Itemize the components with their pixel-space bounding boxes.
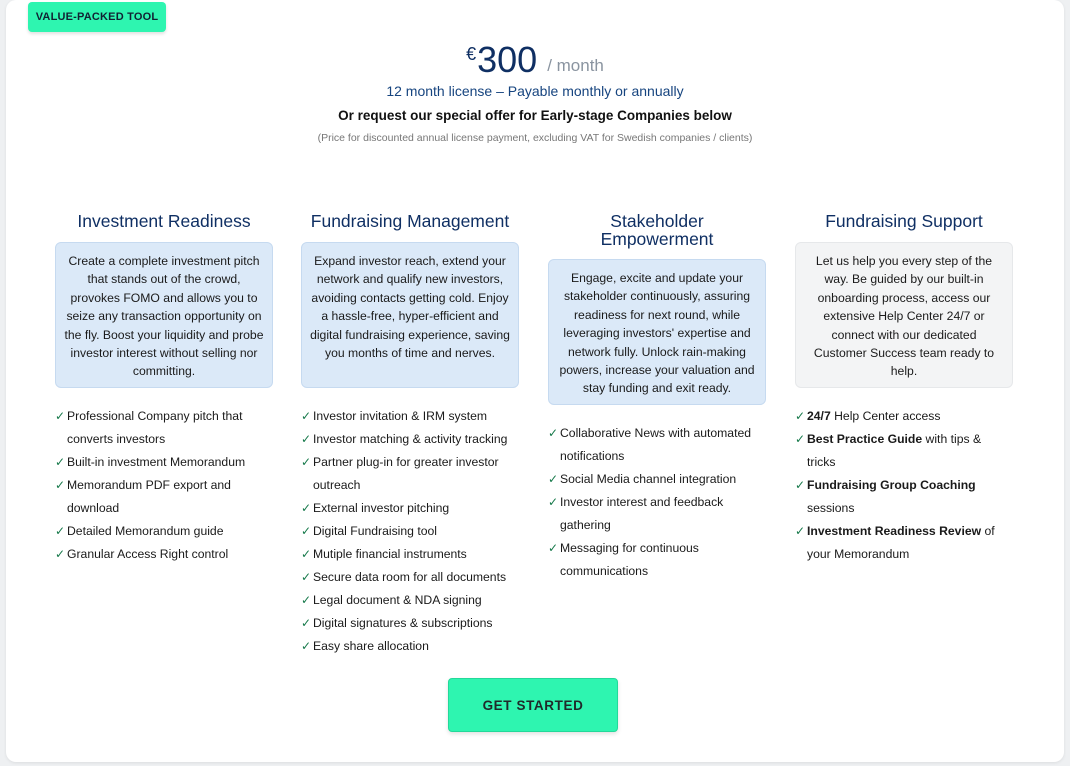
- check-icon: ✓: [55, 478, 66, 492]
- feature-text: Professional Company pitch that converts investors: [67, 409, 243, 446]
- feature-text: Investor interest and feedback gathering: [560, 495, 724, 532]
- price-period: / month: [547, 56, 604, 75]
- feature-item: [55, 405, 273, 451]
- feature-text: Social Media channel integration: [560, 472, 737, 486]
- feature-item: [301, 497, 519, 520]
- feature-text: Digital Fundraising tool: [313, 524, 437, 538]
- feature-item: [301, 428, 519, 451]
- check-icon: ✓: [795, 409, 806, 423]
- feature-item: [55, 543, 273, 566]
- feature-highlight: Investment Readiness Review: [807, 524, 982, 538]
- check-icon: ✓: [548, 541, 559, 555]
- special-offer: Or request our special offer for Early-stage Companies below: [338, 108, 732, 123]
- feature-highlight: 24/7: [807, 409, 831, 423]
- column-fundraising-support: [795, 212, 1013, 566]
- check-icon: ✓: [55, 547, 66, 561]
- get-started-button[interactable]: GET STARTED: [448, 678, 618, 732]
- feature-text: Mutiple financial instruments: [313, 547, 467, 561]
- price-note: (Price for discounted annual license payment, excluding VAT for Swedish companies / clients): [317, 132, 753, 144]
- column-description: Engage, excite and update your stakeholder continuously, assuring readiness for next round, while leveraging investors' expertise and network fully. Unlock rain-making powers, increase your valuation and stay funding and exit ready.: [548, 259, 766, 405]
- feature-text: Investor invitation & IRM system: [313, 409, 488, 423]
- feature-highlight: Best Practice Guide: [807, 432, 923, 446]
- check-icon: ✓: [548, 426, 559, 440]
- check-icon: ✓: [55, 524, 66, 538]
- feature-text: Legal document & NDA signing: [313, 593, 482, 607]
- feature-item: [548, 468, 766, 491]
- feature-text: Collaborative News with automated notifications: [560, 426, 752, 463]
- value-badge: VALUE-PACKED TOOL: [28, 2, 166, 32]
- check-icon: ✓: [548, 472, 559, 486]
- feature-item: [548, 422, 766, 468]
- check-icon: ✓: [548, 495, 559, 509]
- feature-text: sessions: [807, 501, 855, 515]
- feature-item: [55, 520, 273, 543]
- feature-text: Partner plug-in for greater investor outreach: [313, 455, 499, 492]
- column-title: Fundraising Support: [825, 211, 983, 231]
- column-fundraising-management: [301, 212, 519, 658]
- check-icon: ✓: [301, 593, 312, 607]
- price-amount: 300: [477, 39, 538, 80]
- column-stakeholder-empowerment: [548, 212, 766, 583]
- check-icon: ✓: [55, 455, 66, 469]
- feature-item: [55, 451, 273, 474]
- price: [466, 38, 604, 82]
- column-title: Fundraising Management: [310, 211, 510, 231]
- feature-text: Digital signatures & subscriptions: [313, 616, 493, 630]
- check-icon: ✓: [301, 501, 312, 515]
- check-icon: ✓: [301, 616, 312, 630]
- feature-item: [301, 589, 519, 612]
- column-title: Stakeholder Empowerment: [600, 211, 714, 249]
- feature-item: [301, 451, 519, 497]
- column-investment-readiness: [55, 212, 273, 566]
- feature-list: [795, 405, 1013, 566]
- feature-text: Investor matching & activity tracking: [313, 432, 508, 446]
- feature-item: [795, 520, 1013, 566]
- column-description: Let us help you every step of the way. Be guided by our built-in onboarding process, access our extensive Help Center 24/7 or connect with our dedicated Customer Success team ready to help.: [795, 242, 1013, 388]
- feature-item: [301, 543, 519, 566]
- feature-text: Built-in investment Memorandum: [67, 455, 246, 469]
- price-currency: €: [466, 44, 477, 64]
- feature-text: Granular Access Right control: [67, 547, 229, 561]
- feature-item: [795, 405, 1013, 428]
- feature-item: [301, 520, 519, 543]
- feature-item: [301, 612, 519, 635]
- feature-text: of your Memorandum: [807, 524, 995, 561]
- feature-text: Memorandum PDF export and download: [67, 478, 231, 515]
- feature-item: [301, 405, 519, 428]
- check-icon: ✓: [301, 409, 312, 423]
- check-icon: ✓: [301, 455, 312, 469]
- feature-text: Secure data room for all documents: [313, 570, 507, 584]
- column-description: Create a complete investment pitch that stands out of the crowd, provokes FOMO and allows you to seize any transaction opportunity on the fly. Boost your liquidity and probe investor interest without selling nor committing.: [55, 242, 273, 388]
- check-icon: ✓: [301, 547, 312, 561]
- feature-text: Detailed Memorandum guide: [67, 524, 224, 538]
- feature-text: with tips & tricks: [807, 432, 982, 469]
- feature-text: Help Center access: [830, 409, 941, 423]
- feature-item: [795, 428, 1013, 474]
- check-icon: ✓: [301, 524, 312, 538]
- check-icon: ✓: [795, 432, 806, 446]
- check-icon: ✓: [301, 570, 312, 584]
- license-terms: 12 month license – Payable monthly or annually: [386, 83, 684, 99]
- feature-list: [55, 405, 273, 566]
- feature-item: [548, 537, 766, 583]
- feature-text: Easy share allocation: [313, 639, 429, 653]
- column-description: Expand investor reach, extend your network and qualify new investors, avoiding contacts getting cold. Enjoy a hassle-free, hyper-efficient and digital fundraising experience, saving you months of time and nerves.: [301, 242, 519, 388]
- feature-text: External investor pitching: [313, 501, 450, 515]
- check-icon: ✓: [795, 524, 806, 538]
- feature-list: [548, 422, 766, 583]
- column-title: Investment Readiness: [77, 211, 251, 231]
- check-icon: ✓: [55, 409, 66, 423]
- feature-highlight: Fundraising Group Coaching: [807, 478, 976, 492]
- feature-item: [301, 635, 519, 658]
- feature-text: Messaging for continuous communications: [560, 541, 699, 578]
- feature-list: [301, 405, 519, 658]
- feature-item: [548, 491, 766, 537]
- price-row: [0, 38, 1070, 82]
- feature-item: [301, 566, 519, 589]
- feature-item: [55, 474, 273, 520]
- check-icon: ✓: [795, 478, 806, 492]
- check-icon: ✓: [301, 639, 312, 653]
- feature-item: [795, 474, 1013, 520]
- check-icon: ✓: [301, 432, 312, 446]
